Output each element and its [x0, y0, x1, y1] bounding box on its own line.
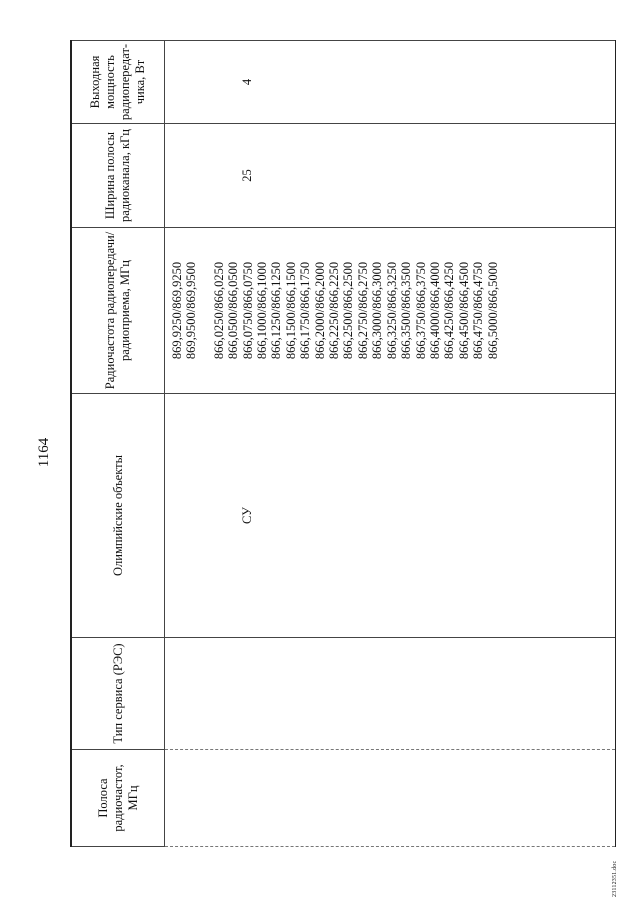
table-row	[165, 41, 616, 847]
frequency-item: 866,3250/866,3250	[384, 261, 399, 360]
header-band: Полоса радиочастот, МГц	[71, 750, 165, 847]
frequency-item: 866,3000/866,3000	[370, 261, 385, 360]
header-olympic-objects: Олимпийские объекты	[71, 394, 165, 638]
frequency-item: 866,2750/866,2750	[355, 261, 370, 360]
frequency-item: 866,1750/866,1750	[298, 261, 313, 360]
frequency-item: 866,1000/866,1000	[255, 261, 270, 360]
frequency-item: 866,2000/866,2000	[312, 261, 327, 360]
page-number: 1164	[36, 437, 52, 468]
bandwidth-value: 25	[240, 169, 254, 182]
document-filename: 23112351.doc	[612, 860, 618, 897]
frequency-item: 866,2250/866,2250	[327, 261, 342, 360]
cell-frequencies	[165, 228, 616, 394]
frequency-item: 866,1250/866,1250	[269, 261, 284, 360]
frequency-item: 866,0750/866,0750	[240, 261, 255, 360]
olympic-object-code: СУ	[240, 506, 254, 525]
header-service-type: Тип сервиса (РЭС)	[71, 638, 165, 750]
header-power: Выходная мощность радиопередат-чика, Вт	[71, 41, 165, 124]
power-value: 4	[240, 78, 254, 86]
frequency-item: 866,1500/866,1500	[283, 261, 298, 360]
header-frequencies: Радиочастота радиопередачи/ радиоприема, МГц	[71, 228, 165, 394]
frequency-item: 866,0500/866,0500	[226, 261, 241, 360]
frequency-item: 866,3500/866,3500	[399, 261, 414, 360]
cell-power	[165, 41, 616, 124]
frequency-item: 869,9250/869,9250	[170, 261, 184, 360]
frequency-item: 866,4000/866,4000	[427, 261, 442, 360]
header-bandwidth: Ширина полосы радиоканала, кГц	[71, 124, 165, 228]
frequency-item: 866,4250/866,4250	[442, 261, 457, 360]
frequency-item: 866,3750/866,3750	[413, 261, 428, 360]
cell-bandwidth	[165, 124, 616, 228]
cell-service-type	[165, 638, 616, 750]
frequency-item: 866,0250/866,0250	[211, 261, 226, 360]
frequency-item: 869,9500/869,9500	[184, 261, 199, 360]
frequency-item: 866,2500/866,2500	[341, 261, 356, 360]
cell-band	[165, 750, 616, 847]
frequency-item: 866,4500/866,4500	[456, 261, 471, 360]
frequency-item: 866,5000/866,5000	[485, 261, 500, 360]
frequency-table	[70, 40, 616, 847]
frequency-item: 866,4750/866,4750	[471, 261, 486, 360]
cell-olympic-objects	[165, 394, 616, 638]
table-header-row	[71, 41, 165, 847]
